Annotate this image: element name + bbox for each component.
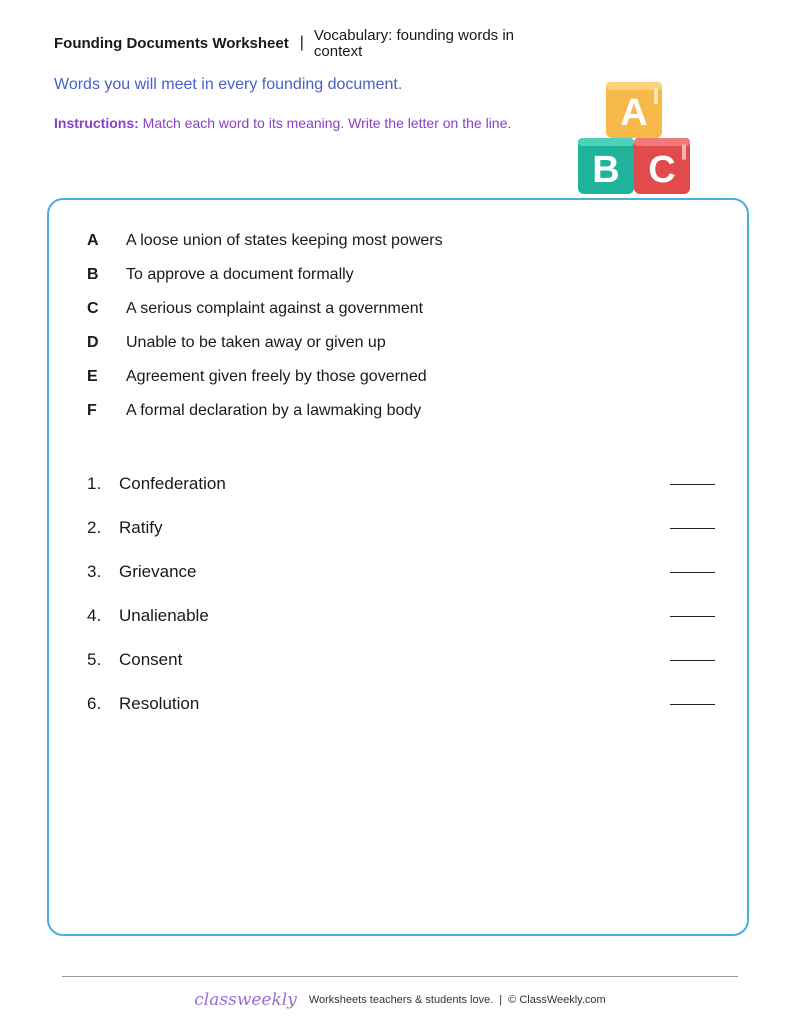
- term-number: 6.: [87, 694, 102, 713]
- definition-letter: D: [87, 334, 99, 351]
- svg-text:C: C: [648, 149, 676, 191]
- footer: [0, 990, 800, 1010]
- abc-blocks-icon: [576, 80, 694, 198]
- answer-line[interactable]: [670, 704, 715, 705]
- definition-letter: B: [87, 266, 99, 283]
- definition-item: [87, 334, 443, 368]
- term-word: Confederation: [119, 474, 226, 493]
- definition-list: [87, 232, 443, 436]
- footer-separator: |: [499, 994, 503, 1006]
- definition-item: [87, 266, 443, 300]
- instructions-label: Instructions:: [54, 115, 139, 131]
- term-item: [87, 638, 715, 682]
- definition-letter: F: [87, 402, 97, 419]
- block-a-icon: [606, 82, 662, 138]
- footer-divider: [62, 976, 738, 977]
- answer-line[interactable]: [670, 528, 715, 529]
- footer-copyright: © ClassWeekly.com: [508, 994, 606, 1006]
- instructions-text: Match each word to its meaning. Write the letter on the line.: [142, 115, 512, 131]
- answer-line[interactable]: [670, 572, 715, 573]
- term-number: 4.: [87, 606, 102, 625]
- answer-line[interactable]: [670, 616, 715, 617]
- term-word: Grievance: [119, 562, 197, 581]
- svg-text:A: A: [620, 92, 648, 134]
- answer-line[interactable]: [670, 484, 715, 485]
- definition-text: A serious complaint against a government: [126, 300, 424, 317]
- term-number: 1.: [87, 474, 102, 493]
- definition-text: Unable to be taken away or given up: [126, 334, 386, 351]
- definition-item: [87, 300, 443, 334]
- term-word: Resolution: [119, 694, 200, 713]
- definition-letter: A: [87, 232, 99, 249]
- definition-letter: E: [87, 368, 98, 385]
- worksheet-title: Founding Documents Worksheet: [54, 35, 289, 52]
- term-word: Unalienable: [119, 606, 209, 625]
- term-item: [87, 594, 715, 638]
- definition-item: [87, 232, 443, 266]
- definition-text: A loose union of states keeping most powers: [126, 232, 443, 249]
- answer-line[interactable]: [670, 660, 715, 661]
- term-number: 3.: [87, 562, 102, 581]
- term-word: Consent: [119, 650, 183, 669]
- svg-text:B: B: [592, 149, 620, 191]
- worksheet-subtitle: Vocabulary: founding words in context: [313, 27, 515, 60]
- footer-tagline: Worksheets teachers & students love.: [308, 994, 494, 1006]
- definition-text: To approve a document formally: [126, 266, 354, 283]
- term-word: Ratify: [119, 518, 163, 537]
- definition-item: [87, 368, 443, 402]
- term-item: [87, 682, 715, 726]
- definition-letter: C: [87, 300, 99, 317]
- block-b-icon: [578, 138, 634, 194]
- definition-item: [87, 402, 443, 436]
- definition-text: Agreement given freely by those governed: [126, 368, 427, 385]
- term-number: 2.: [87, 518, 102, 537]
- term-item: [87, 462, 715, 506]
- term-item: [87, 550, 715, 594]
- instructions: [54, 115, 511, 131]
- term-list: [87, 462, 715, 726]
- worksheet-card: [47, 198, 749, 936]
- block-c-icon: [634, 138, 690, 194]
- definition-text: A formal declaration by a lawmaking body: [126, 402, 422, 419]
- term-item: [87, 506, 715, 550]
- header-separator: |: [299, 34, 304, 51]
- worksheet-header: [54, 28, 554, 60]
- brand-logo: classweekly: [194, 990, 297, 1010]
- term-number: 5.: [87, 650, 102, 669]
- intro-text: Words you will meet in every founding document.: [54, 76, 403, 93]
